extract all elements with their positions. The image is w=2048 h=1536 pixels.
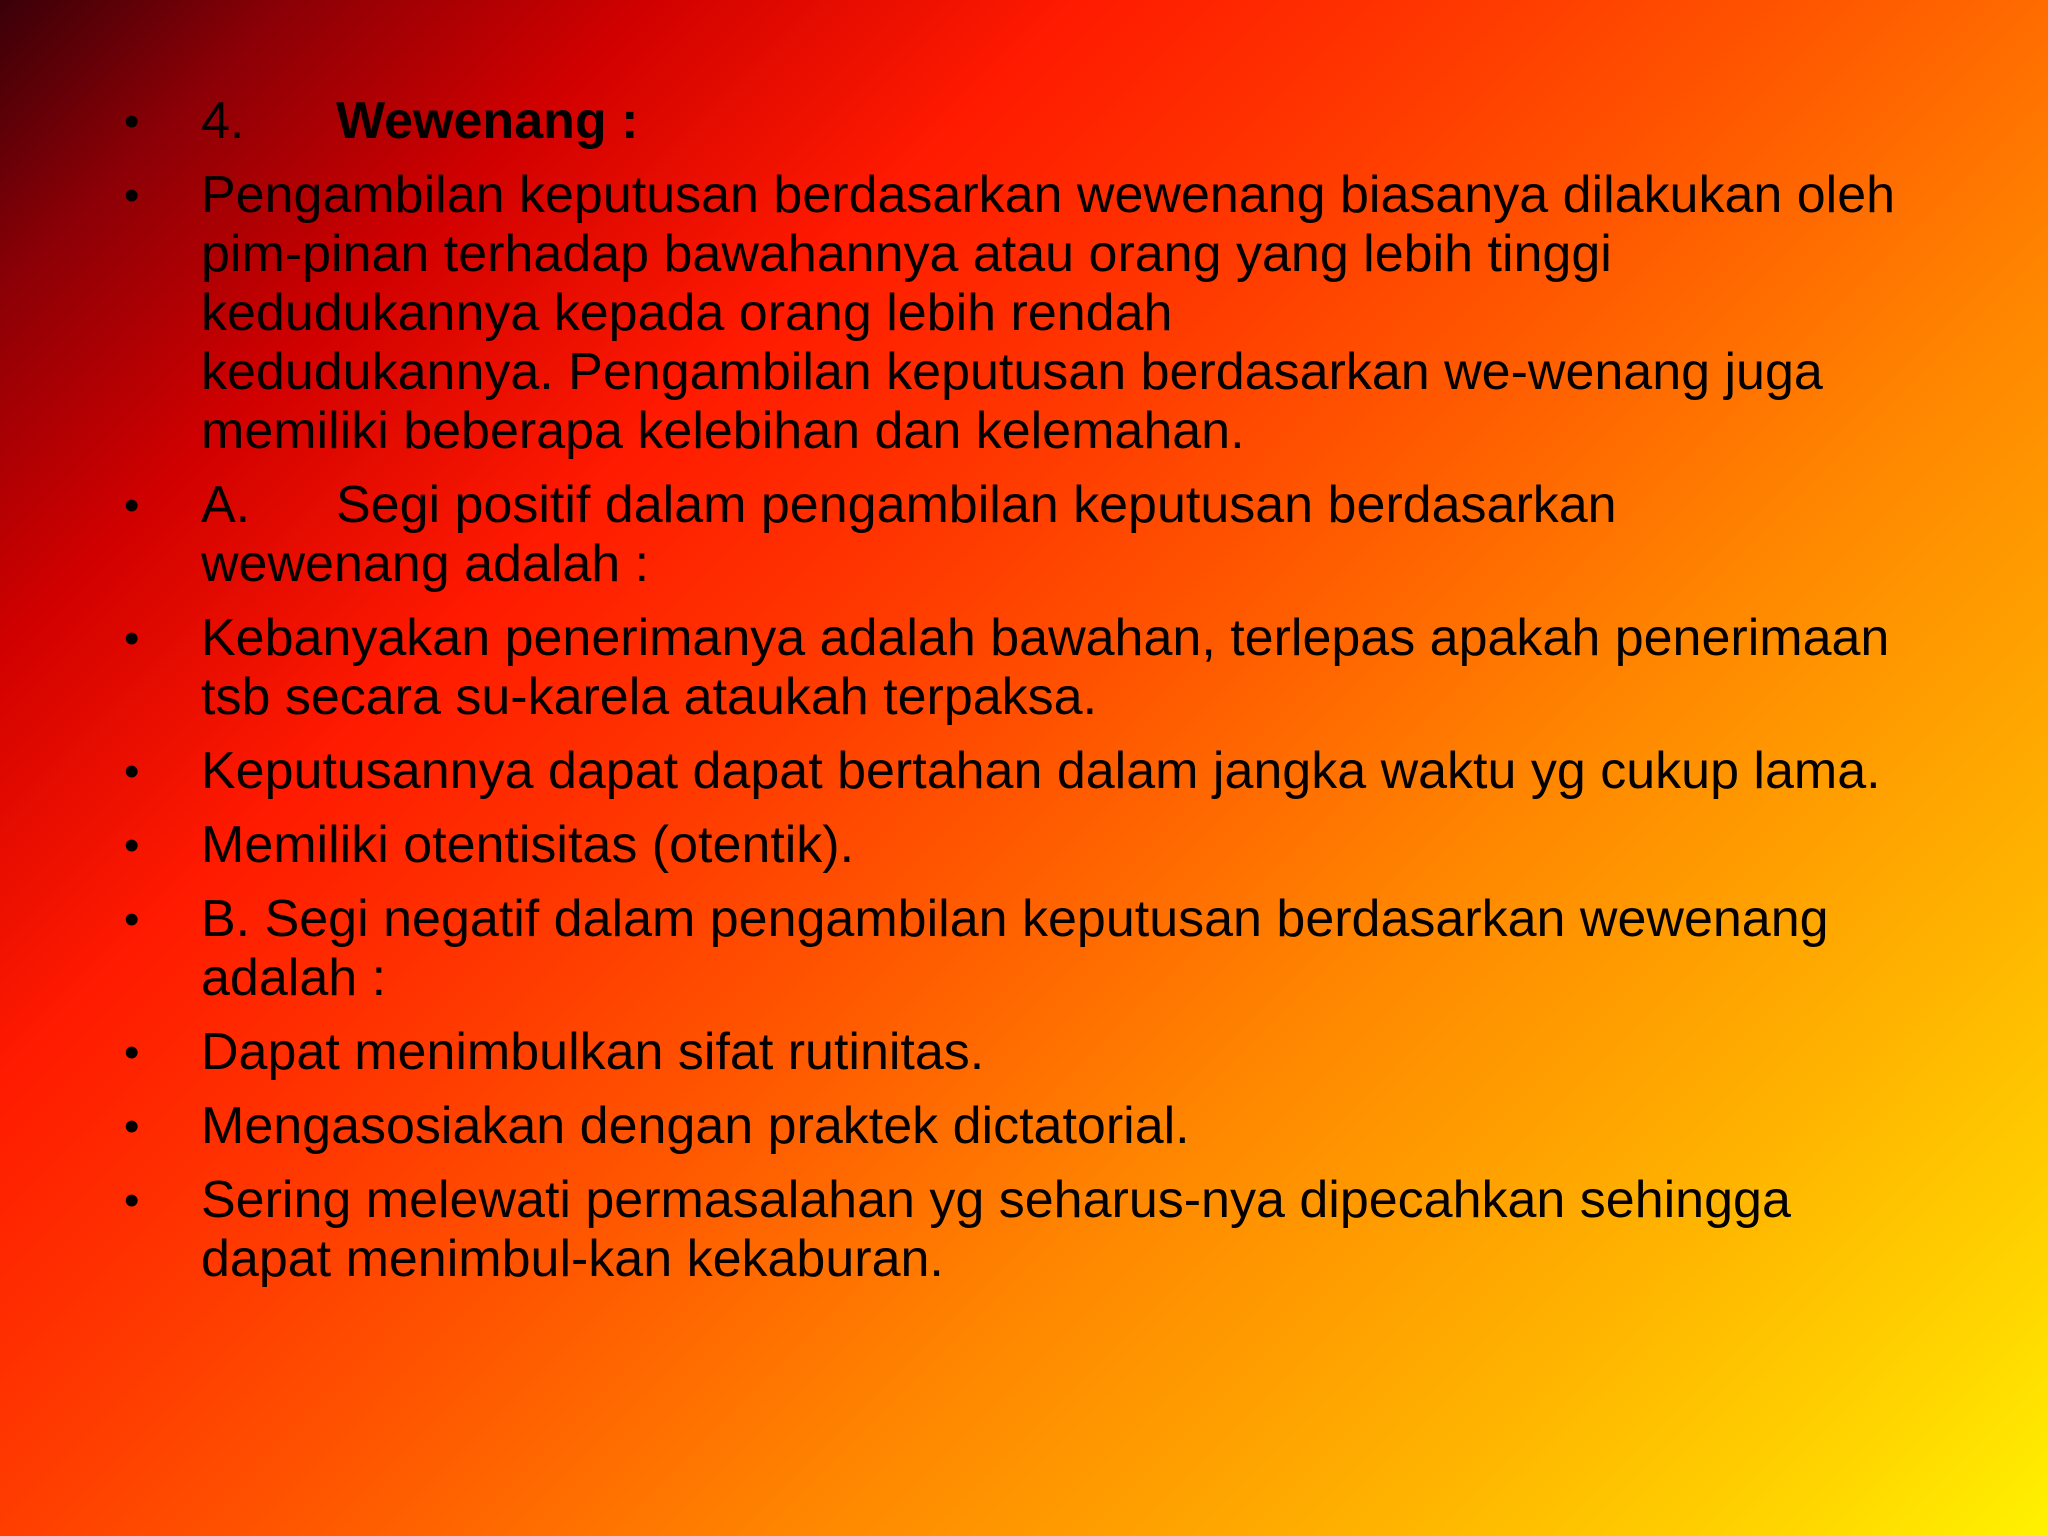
positive-letter: A. bbox=[201, 476, 251, 534]
bullet-item-negative-1 bbox=[124, 1023, 1924, 1082]
bullet-item-negative-2 bbox=[124, 1097, 1924, 1156]
negative-point-2: Mengasosiakan dengan praktek dictatorial. bbox=[201, 1097, 1190, 1155]
bullet-icon: • bbox=[124, 821, 140, 870]
bullet-item-negative-3 bbox=[124, 1171, 1924, 1289]
negative-point-3: Sering melewati permasalahan yg seharus-nya dipecahkan sehingga dapat menimbul-kan kekaburan. bbox=[201, 1171, 1791, 1288]
bullet-item-positive-2 bbox=[124, 742, 1924, 801]
bullet-list bbox=[124, 92, 1924, 1304]
positive-point-2: Keputusannya dapat dapat bertahan dalam jangka waktu yg cukup lama. bbox=[201, 742, 1881, 800]
bullet-item-heading bbox=[124, 92, 1924, 151]
bullet-icon: • bbox=[124, 895, 140, 944]
intro-text-continued: kedudukannya. Pengambilan keputusan berdasarkan we-wenang juga memiliki beberapa kelebihan dan kelemahan. bbox=[201, 343, 1823, 460]
bullet-item-negative-heading bbox=[124, 890, 1924, 1008]
negative-heading-text: B. Segi negatif dalam pengambilan keputusan berdasarkan wewenang adalah : bbox=[201, 890, 1829, 1007]
bullet-item-positive-heading bbox=[124, 476, 1924, 594]
bullet-item-intro bbox=[124, 166, 1924, 461]
bullet-item-positive-1 bbox=[124, 609, 1924, 727]
negative-point-1: Dapat menimbulkan sifat rutinitas. bbox=[201, 1023, 985, 1081]
bullet-icon: • bbox=[124, 614, 140, 663]
intro-text: Pengambilan keputusan berdasarkan wewenang biasanya dilakukan oleh pim-pinan terhadap bawahannya atau orang yang lebih tinggi kedudukannya kepada orang lebih rendah bbox=[201, 166, 1896, 342]
heading-text: Wewenang : bbox=[336, 92, 639, 150]
bullet-icon: • bbox=[124, 97, 140, 146]
positive-heading-text-continued: wewenang adalah : bbox=[201, 535, 650, 593]
positive-point-1: Kebanyakan penerimanya adalah bawahan, terlepas apakah penerimaan tsb secara su-karela ataukah terpaksa. bbox=[201, 609, 1890, 726]
bullet-icon: • bbox=[124, 1028, 140, 1077]
positive-heading-text: Segi positif dalam pengambilan keputusan berdasarkan bbox=[336, 476, 1617, 534]
bullet-icon: • bbox=[124, 747, 140, 796]
bullet-icon: • bbox=[124, 1176, 140, 1225]
bullet-icon: • bbox=[124, 481, 140, 530]
positive-point-3: Memiliki otentisitas (otentik). bbox=[201, 816, 855, 874]
bullet-item-positive-3 bbox=[124, 816, 1924, 875]
bullet-icon: • bbox=[124, 171, 140, 220]
bullet-icon: • bbox=[124, 1102, 140, 1151]
heading-number: 4. bbox=[201, 92, 245, 150]
